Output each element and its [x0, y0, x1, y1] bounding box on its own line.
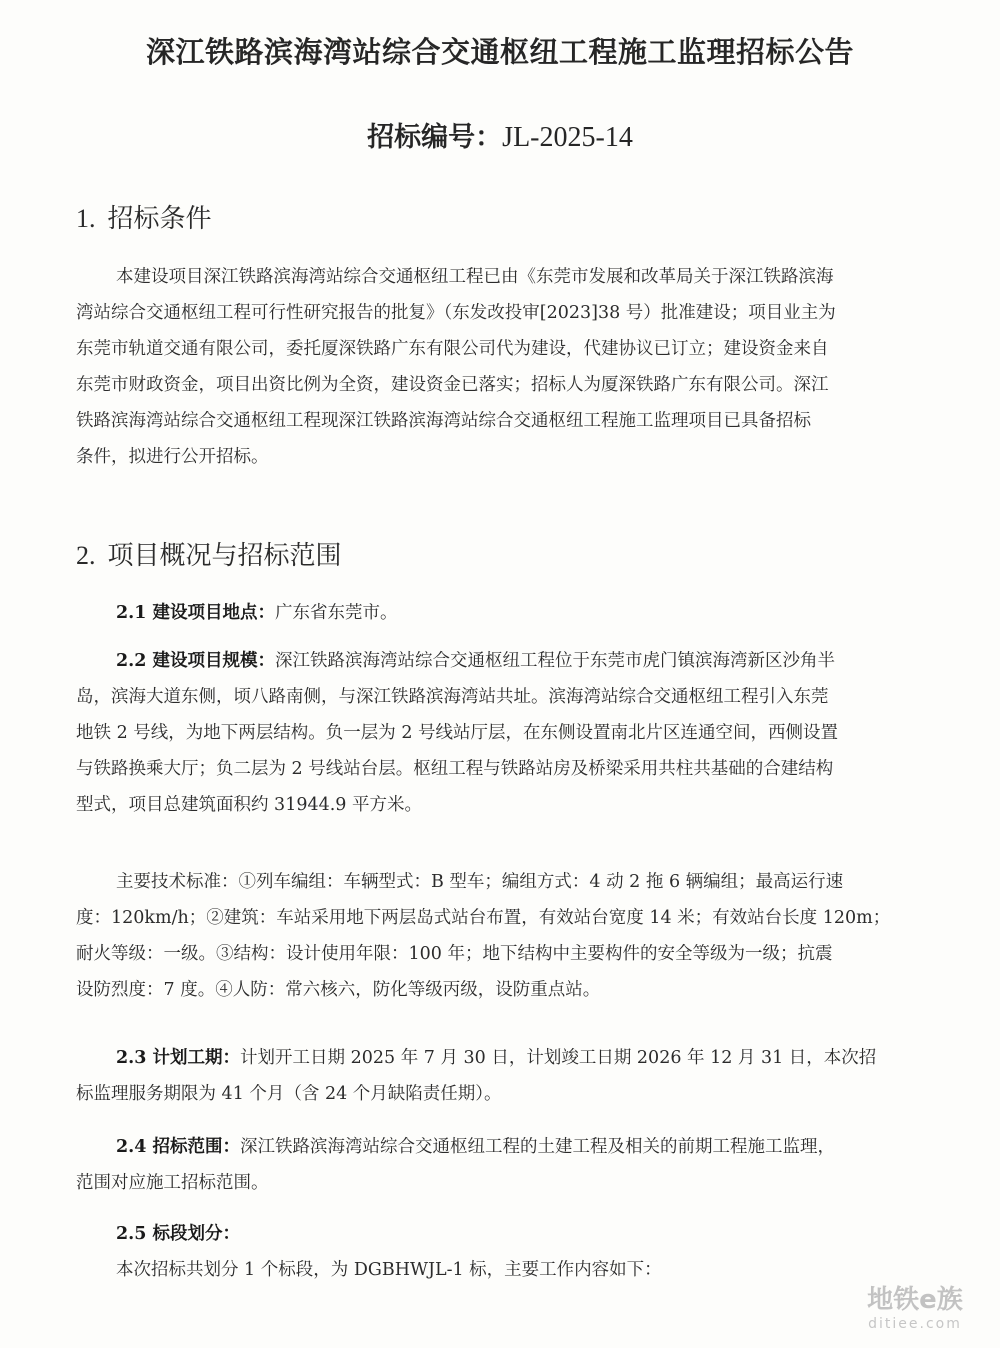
watermark — [840, 1284, 990, 1340]
section-2-title: 项目概况与招标范围 — [107, 541, 342, 571]
body-line: 岛，滨海大道东侧，顷八路南侧，与深江铁路滨海湾站共址。滨海湾站综合交通枢纽工程引入东莞 — [76, 687, 829, 707]
item-2-3-text: 计划开工日期 2025 年 7 月 30 日，计划竣工日期 2026 年 12 月 31 日，本次招 — [240, 1048, 877, 1068]
item-2-4-label: 2.4 招标范围： — [116, 1137, 241, 1157]
body-line: 型式，项目总建筑面积约 31944.9 平方米。 — [76, 795, 422, 815]
body-line: 范围对应施工招标范围。 — [76, 1173, 269, 1193]
bid-number — [0, 115, 1000, 154]
body-line: 本建设项目深江铁路滨海湾站综合交通枢纽工程已由《东莞市发展和改革局关于深江铁路滨海 — [116, 267, 834, 287]
item-2-3 — [76, 1040, 974, 1112]
body-line: 湾站综合交通枢纽工程可行性研究报告的批复》（东发改投审[2023]38 号）批准建设；项目业主为 — [76, 303, 836, 323]
body-line: 主要技术标准：①列车编组：车辆型式：B 型车；编组方式：4 动 2 拖 6 辆编组；最高运行速 — [116, 872, 844, 892]
section-1-title: 招标条件 — [107, 204, 212, 234]
body-line: 东莞市轨道交通有限公司，委托厦深铁路广东有限公司代为建设，代建协议已订立；建设资金来自 — [76, 339, 829, 359]
item-2-5-label: 2.5 标段划分： — [116, 1224, 241, 1244]
section-2-number: 2. — [76, 541, 96, 570]
item-2-4-text: 深江铁路滨海湾站综合交通枢纽工程的土建工程及相关的前期工程施工监理， — [240, 1137, 836, 1157]
body-line: 与铁路换乘大厅；负二层为 2 号线站台层。枢纽工程与铁路站房及桥梁采用共柱共基础的合建结构 — [76, 759, 834, 779]
body-line: 设防烈度：7 度。④人防：常六核六，防化等级丙级，设防重点站。 — [76, 980, 601, 1000]
page-title: 深江铁路滨海湾站综合交通枢纽工程施工监理招标公告 — [145, 35, 854, 69]
section-2-heading — [76, 535, 342, 572]
item-2-1 — [76, 595, 974, 631]
watermark-url: ditiee.com — [868, 1316, 962, 1332]
item-2-3-label: 2.3 计划工期： — [116, 1048, 241, 1068]
body-line: 耐火等级：一级。③结构：设计使用年限：100 年；地下结构中主要构件的安全等级为一级；抗震 — [76, 944, 833, 964]
body-line: 度：120km/h；②建筑：车站采用地下两层岛式站台布置，有效站台宽度 14 米；有效站台长度 120m； — [76, 908, 891, 928]
section-1-heading — [76, 198, 212, 235]
watermark-logo-text: 地铁e族 — [867, 1285, 963, 1315]
body-line: 东莞市财政资金，项目出资比例为全资，建设资金已落实；招标人为厦深铁路广东有限公司。深江 — [76, 375, 829, 395]
item-2-2-text: 深江铁路滨海湾站综合交通枢纽工程位于东莞市虎门镇滨海湾新区沙角半 — [275, 651, 836, 671]
item-2-5 — [76, 1216, 974, 1288]
body-line: 条件，拟进行公开招标。 — [76, 447, 269, 467]
item-2-2-label: 2.2 建设项目规模： — [116, 651, 276, 671]
bid-number-value: JL-2025-14 — [502, 122, 633, 153]
section-1-number: 1. — [76, 204, 96, 233]
item-2-2 — [76, 643, 974, 823]
section-1-body — [76, 259, 974, 475]
bid-number-label: 招标编号： — [367, 122, 503, 153]
tech-standards — [76, 864, 974, 1008]
body-line: 标监理服务期限为 41 个月（含 24 个月缺陷责任期）。 — [76, 1084, 502, 1104]
item-2-1-text: 广东省东莞市。 — [275, 603, 398, 623]
body-line: 地铁 2 号线，为地下两层结构。负一层为 2 号线站厅层，在东侧设置南北片区连通空间，西侧设置 — [76, 723, 839, 743]
item-2-1-label: 2.1 建设项目地点： — [116, 603, 276, 623]
item-2-5-text: 本次招标共划分 1 个标段，为 DGBHWJL-1 标，主要工作内容如下： — [116, 1260, 662, 1280]
item-2-4 — [76, 1129, 974, 1201]
body-line: 铁路滨海湾站综合交通枢纽工程现深江铁路滨海湾站综合交通枢纽工程施工监理项目已具备招标 — [76, 411, 811, 431]
